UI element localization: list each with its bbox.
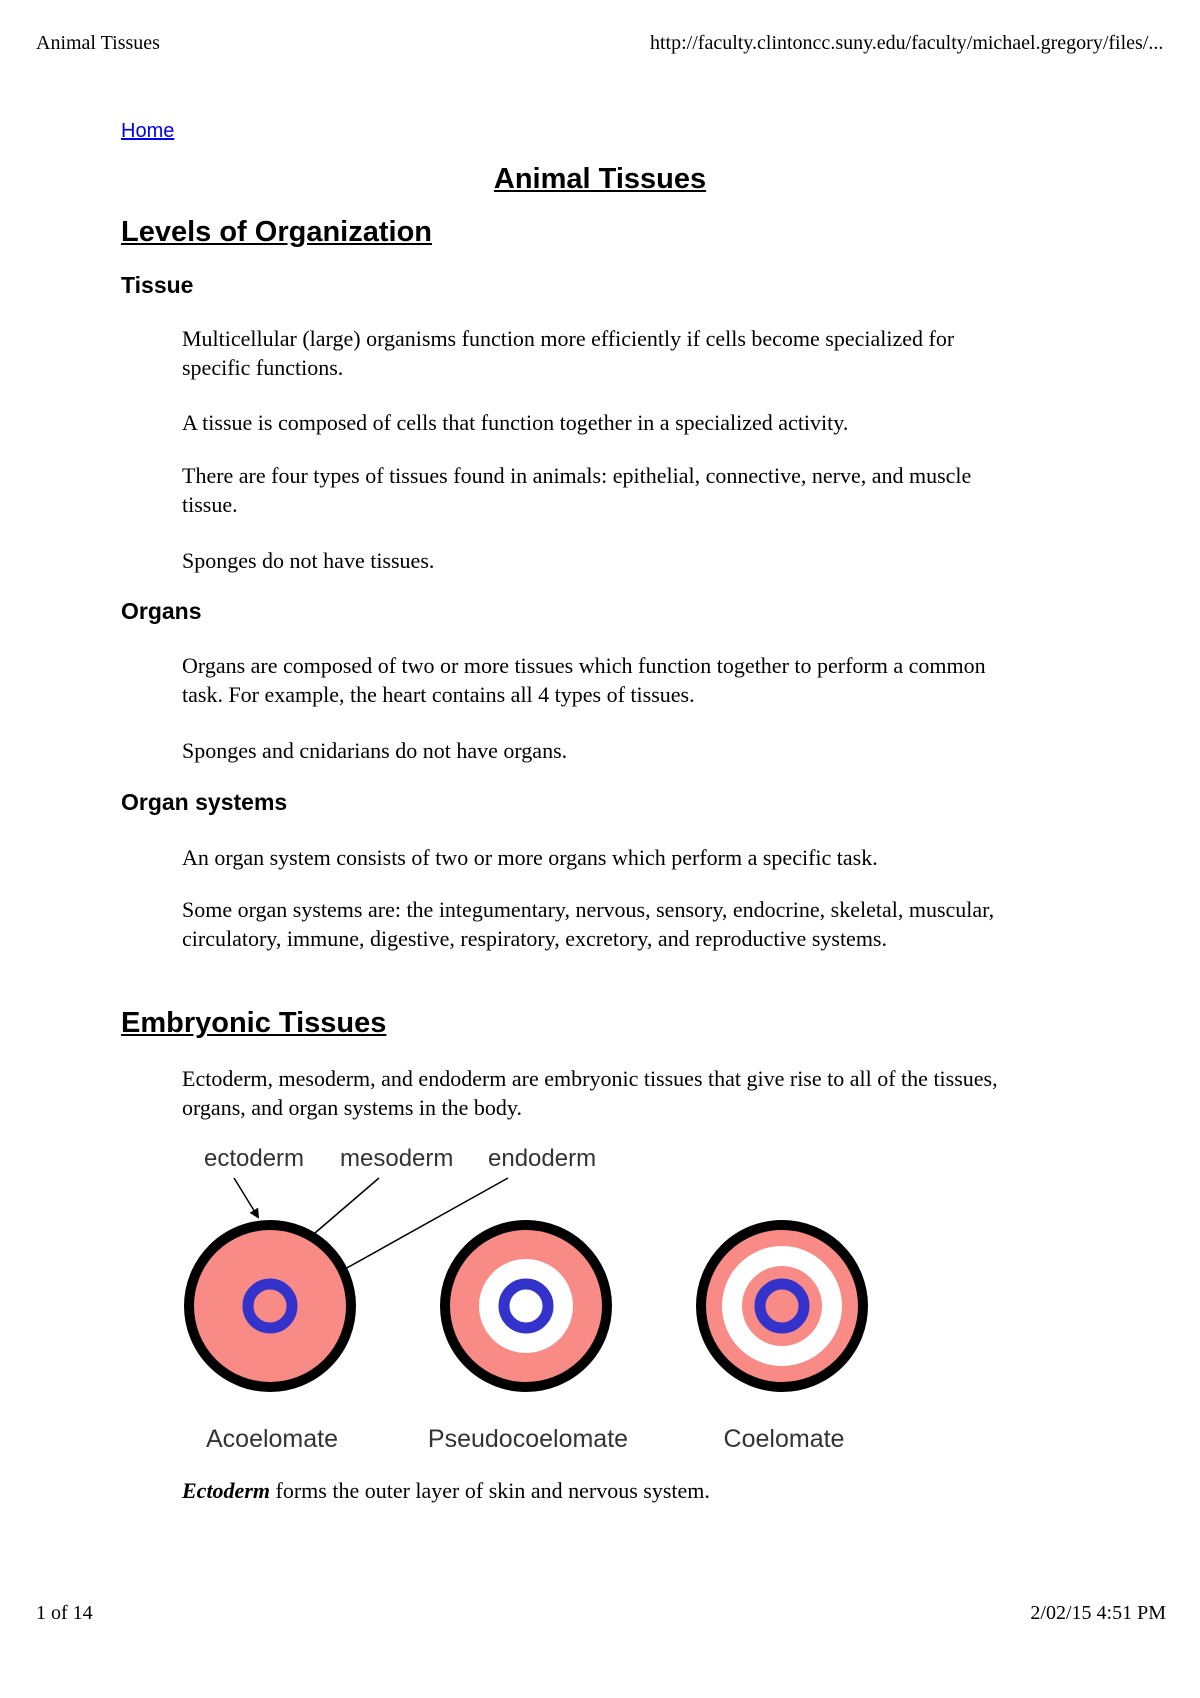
home-link[interactable]: Home [121, 120, 175, 142]
organs-paragraph-1: Organs are composed of two or more tissues which function together to perform a common task. For example, the heart contains all 4 types of tissues. [182, 653, 986, 707]
coelomate-caption: Coelomate [723, 1425, 845, 1453]
endoderm-arrow [302, 1178, 508, 1293]
pseudocoelomate-caption: Pseudocoelomate [427, 1425, 629, 1453]
embryonic-paragraph-1: Ectoderm, mesoderm, and endoderm are embryonic tissues that give rise to all of the tissues, organs, and organ systems in the body. [182, 1066, 998, 1120]
tissue-paragraph-1: Multicellular (large) organisms function more efficiently if cells become specialized for specific functions. [182, 326, 955, 380]
ectoderm-description: forms the outer layer of skin and nervous system. [270, 1478, 710, 1503]
ectoderm-arrow [234, 1178, 258, 1217]
ectoderm-term: Ectoderm [182, 1478, 270, 1503]
print-footer-datetime: 2/02/15 4:51 PM [1030, 1602, 1166, 1624]
organs-heading: Organs [121, 598, 202, 624]
ectoderm-paragraph [182, 1476, 1027, 1505]
organ-systems-paragraph-2: Some organ systems are: the integumentary, nervous, sensory, endocrine, skeletal, muscular, circulatory, immune, digestive, respiratory, excretory, and reproductive systems. [182, 897, 995, 951]
print-header-url: http://faculty.clintoncc.suny.edu/faculty/michael.gregory/files/... [650, 32, 1164, 54]
organ-systems-paragraph-1: An organ system consists of two or more organs which perform a specific task. [182, 845, 878, 870]
organ-systems-heading: Organ systems [121, 789, 288, 815]
pseudocoelomate-diagram [445, 1225, 607, 1387]
acoelomate-caption: Acoelomate [205, 1425, 339, 1453]
tissue-paragraph-4: Sponges do not have tissues. [182, 548, 435, 573]
print-footer-page: 1 of 14 [36, 1602, 93, 1624]
levels-heading: Levels of Organization [121, 216, 432, 248]
embryonic-heading: Embryonic Tissues [121, 1007, 387, 1039]
page-title: Animal Tissues [493, 163, 707, 195]
acoelomate-diagram [189, 1225, 351, 1387]
coelomate-diagram [701, 1225, 863, 1387]
organs-paragraph-2: Sponges and cnidarians do not have organs. [182, 738, 568, 763]
print-header-title: Animal Tissues [36, 32, 160, 54]
tissue-paragraph-2: A tissue is composed of cells that function together in a specialized activity. [182, 410, 849, 435]
mesoderm-arrow [287, 1178, 379, 1257]
tissue-heading: Tissue [121, 272, 194, 298]
mesoderm-label: mesoderm [340, 1145, 454, 1172]
tissue-paragraph-3: There are four types of tissues found in animals: epithelial, connective, nerve, and muscle tissue. [182, 463, 972, 517]
endoderm-label: endoderm [488, 1145, 597, 1172]
ectoderm-label: ectoderm [204, 1145, 305, 1172]
